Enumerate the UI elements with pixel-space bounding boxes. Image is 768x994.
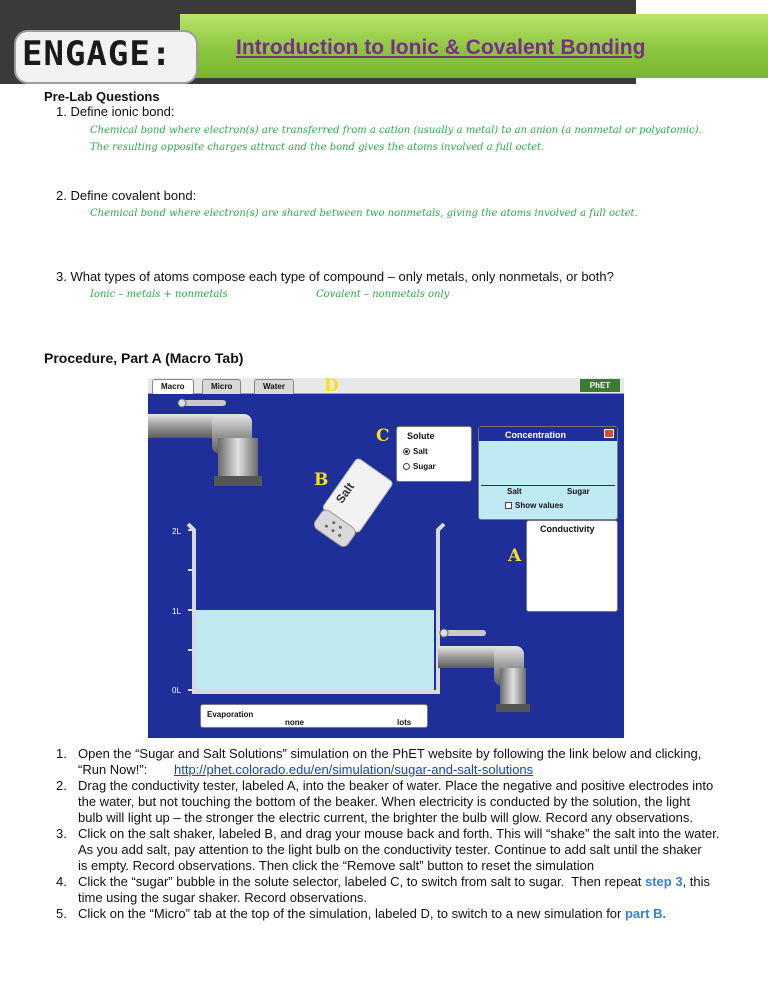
beaker xyxy=(188,524,444,692)
minimize-icon[interactable] xyxy=(604,429,614,438)
question-3: 3. What types of atoms compose each type of compound – only metals, only nonmetals, or both? xyxy=(56,269,614,284)
prelab-heading: Pre-Lab Questions xyxy=(44,89,160,104)
solute-option-salt[interactable]: Salt xyxy=(403,447,428,456)
label-a: A xyxy=(508,546,522,566)
drain-faucet[interactable] xyxy=(438,629,530,712)
sugar-radio[interactable] xyxy=(403,463,410,470)
evaporation-min-label: none xyxy=(285,718,305,727)
answer-2: Chemical bond where electron(s) are shared between two nonmetals, giving the atoms involved a full octet. xyxy=(90,208,638,219)
tab-water[interactable]: Water xyxy=(254,379,294,394)
top-faucet[interactable] xyxy=(148,399,262,486)
solute-option-sugar[interactable]: Sugar xyxy=(403,462,436,471)
procedure-heading: Procedure, Part A (Macro Tab) xyxy=(44,350,244,366)
question-2: 2. Define covalent bond: xyxy=(56,188,197,203)
solute-title: Solute xyxy=(407,431,435,441)
answer-1-line-1: Chemical bond where electron(s) are transferred from a cation (usually a metal) to an anion (a nonmetal or polyatomic). xyxy=(90,125,702,136)
concentration-bar-salt: Salt xyxy=(507,487,522,496)
conductivity-title: Conductivity xyxy=(540,524,595,534)
engage-badge-text: ENGAGE: xyxy=(22,34,173,74)
label-c: C xyxy=(376,426,390,446)
show-values-toggle[interactable]: Show values xyxy=(505,501,563,510)
evaporation-control xyxy=(200,704,428,728)
concentration-title: Concentration xyxy=(505,430,567,440)
concentration-panel xyxy=(478,426,618,520)
phet-logo: PhET xyxy=(580,379,620,392)
label-b: B xyxy=(314,470,329,490)
phet-simulation-link[interactable]: http://phet.colorado.edu/en/simulation/sugar-and-salt-solutions xyxy=(174,762,534,777)
show-values-checkbox[interactable] xyxy=(505,502,512,509)
conductivity-panel xyxy=(526,520,618,612)
solute-selector xyxy=(396,426,472,482)
answer-1-line-2: The resulting opposite charges attract and the bond gives the atoms involved a full octet. xyxy=(90,142,545,153)
evaporation-title: Evaporation xyxy=(207,710,254,719)
concentration-bar-sugar: Sugar xyxy=(567,487,590,496)
question-1: 1. Define ionic bond: xyxy=(56,104,175,119)
tick-1l: 1L xyxy=(172,607,181,616)
tab-micro[interactable]: Micro xyxy=(202,379,241,394)
tick-2l: 2L xyxy=(172,527,181,536)
simulation-screenshot xyxy=(148,378,624,738)
concentration-axis xyxy=(481,485,615,486)
salt-radio[interactable] xyxy=(403,448,410,455)
water xyxy=(194,610,434,690)
answer-3-covalent: Covalent – nonmetals only xyxy=(316,289,450,300)
tab-macro[interactable]: Macro xyxy=(152,379,194,394)
label-d: D xyxy=(324,378,339,396)
shaker-label: Salt xyxy=(332,479,358,507)
document-title: Introduction to Ionic & Covalent Bonding xyxy=(236,36,646,59)
answer-3-ionic: Ionic – metals + nonmetals xyxy=(90,289,228,300)
evaporation-max-label: lots xyxy=(397,718,412,727)
tick-0l: 0L xyxy=(172,686,181,695)
